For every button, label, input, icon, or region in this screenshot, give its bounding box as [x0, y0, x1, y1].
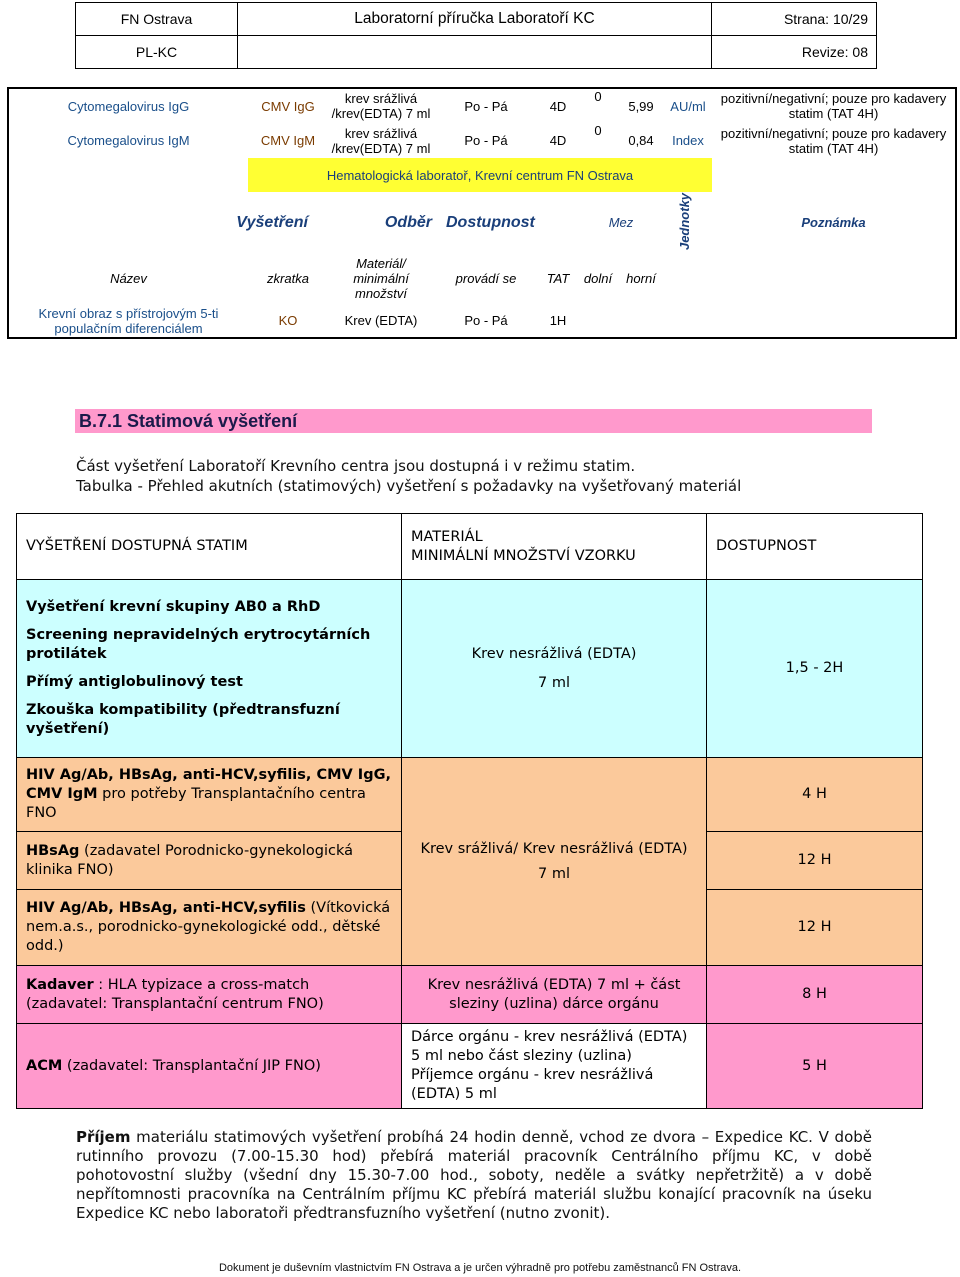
exam-material: krev srážlivá /krev(EDTA) 7 ml: [331, 91, 431, 121]
orange-item-bold: HBsAg: [26, 842, 80, 859]
pink-availability: 5 H: [707, 1024, 923, 1109]
hema-row-material: Krev (EDTA): [344, 313, 418, 328]
cmv-row: [8, 123, 956, 158]
orange-item-text: pro potřeby Transplantačního centra FNO: [26, 786, 366, 821]
table-caption: Tabulka - Přehled akutních (statimových) vyšetření s požadavky na vyšetřovaný materiál: [76, 477, 742, 495]
pink-item-text: : HLA typizace a cross-match (zadavatel: Transplantační centrum FNO): [26, 976, 324, 1012]
cyan-amount: 7 ml: [538, 674, 570, 691]
orange-item-bold: HIV Ag/Ab, HBsAg, anti-HCV,syfilis, CMV IgG, CMV IgM: [26, 767, 391, 802]
header-title: Laboratorní příručka Laboratoří KC: [238, 3, 712, 36]
closing-paragraph: [76, 1128, 872, 1223]
orange-material: Krev srážlivá/ Krev nesrážlivá (EDTA): [420, 840, 688, 857]
pink-availability: 8 H: [707, 966, 923, 1024]
document-header: [75, 2, 877, 69]
col-limit: Mez: [608, 214, 634, 230]
header-page: Strana: 10/29: [712, 3, 877, 36]
hematology-section-title: Hematologická laboratoř, Krevní centrum FN Ostrava: [248, 158, 712, 192]
col-material: MATERIÁL: [411, 528, 483, 545]
orange-availability: 4 H: [707, 758, 923, 832]
orange-item-text: (Vítkovická nem.a.s., porodnicko-gynekologické odd., dětské odd.): [26, 900, 391, 954]
col-sampling: Odběr: [384, 213, 432, 231]
exam-unit: AU/ml: [670, 98, 706, 114]
hema-row-name: Krevní obraz s přístrojovým 5-ti populačním diferenciálem: [38, 305, 219, 336]
col-units: Jednotky: [677, 192, 693, 251]
hema-row-tat: 1H: [549, 313, 567, 328]
orange-availability: 12 H: [707, 890, 923, 966]
header-code: PL-KC: [76, 36, 238, 69]
orange-item-text: (zadavatel Porodnicko-gynekologická klinika FNO): [26, 842, 354, 878]
cyan-availability: 1,5 - 2H: [707, 580, 923, 758]
sub-material: Materiál/ minimální množství: [353, 255, 409, 301]
orange-item-bold: HIV Ag/Ab, HBsAg, anti-HCV,syfilis: [26, 900, 306, 916]
hema-row-abbr: KO: [278, 313, 298, 328]
header-org: FN Ostrava: [76, 3, 238, 36]
exam-low: 0: [594, 89, 602, 104]
exam-name: Cytomegalovirus IgG: [67, 98, 190, 114]
section-intro: Část vyšetření Laboratoří Krevního centra jsou dostupná i v režimu statim.: [76, 457, 636, 475]
closing-lead: Příjem: [76, 1128, 131, 1146]
exam-high: 5,99: [628, 98, 654, 114]
exam-low: 0: [594, 123, 602, 138]
orange-amount: 7 ml: [538, 865, 570, 882]
sub-provides: provádí se: [455, 270, 517, 286]
list-item: Vyšetření krevní skupiny AB0 a RhD: [26, 599, 321, 615]
col-statim-exams: VYŠETŘENÍ DOSTUPNÁ STATIM: [17, 514, 402, 580]
sub-tat: TAT: [546, 270, 570, 286]
list-item: Zkouška kompatibility (předtransfuzní vyšetření): [26, 702, 340, 737]
orange-availability: 12 H: [707, 832, 923, 890]
footer: Dokument je duševním vlastnictvím FN Ostrava a je určen výhradně pro potřebu zaměstnanců FN Ostrava.: [218, 1262, 742, 1274]
exam-high: 0,84: [628, 133, 654, 148]
list-item: Screening nepravidelných erytrocytárních protilátek: [26, 627, 371, 662]
exam-name: Cytomegalovirus IgM: [67, 133, 190, 148]
list-item: Přímý antiglobulinový test: [26, 674, 243, 690]
exam-tat: 4D: [549, 98, 567, 114]
exam-abbr: CMV IgG: [261, 98, 315, 114]
pink-material: Dárce orgánu - krev nesrážlivá (EDTA) 5 ml nebo část sleziny (uzlina) Příjemce orgánu - krev nesrážlivá (EDTA) 5 ml: [402, 1024, 707, 1109]
statim-table: [16, 513, 923, 1109]
col-availability: Dostupnost: [446, 213, 535, 231]
exam-material: krev srážlivá /krev(EDTA) 7 ml: [331, 125, 431, 156]
closing-text: materiálu statimových vyšetření probíhá 24 hodin denně, vchod ze dvora – Expedice KC. V době rutinního provozu (7.00-15.30 hod) přebírá materiál pracovník Centrálního příjmu KC, v době pohotovostní služby (všední dny 15.30-7.00 hod., soboty, neděle a svátky nepřetržitě) a v době nepřítomnosti pracovníka na Centrálním příjmu KC přebírá materiál službu konající pracovník na úseku Expedice KC nebo laboratoři předtransfuzního vyšetření (nutno zvonit).: [76, 1128, 872, 1222]
col-exam: Vyšetření: [236, 213, 308, 231]
pink-item-bold: Kadaver: [26, 976, 94, 993]
cyan-material: Krev nesrážlivá (EDTA): [471, 645, 637, 662]
exam-abbr: CMV IgM: [260, 133, 316, 148]
sub-low: dolní: [583, 270, 613, 286]
header-revision: Revize: 08: [712, 36, 877, 69]
col-note: Poznámka: [801, 214, 866, 230]
exam-unit: Index: [672, 133, 704, 148]
section-heading: B.7.1 Statimová vyšetření: [75, 409, 872, 433]
lab-table: [7, 87, 957, 339]
pink-material: Krev nesrážlivá (EDTA) 7 ml + část sleziny (uzlina) dárce orgánu: [402, 966, 707, 1024]
pink-item-bold: ACM: [26, 1057, 63, 1074]
exam-provides: Po - Pá: [464, 98, 508, 114]
col-availability: DOSTUPNOST: [707, 514, 923, 580]
col-min-amount: MINIMÁLNÍ MNOŽSTVÍ VZORKU: [411, 547, 636, 564]
sub-name: Název: [110, 270, 147, 286]
exam-tat: 4D: [549, 133, 567, 148]
sub-high: horní: [626, 270, 656, 286]
exam-provides: Po - Pá: [464, 133, 508, 148]
exam-note: pozitivní/negativní; pouze pro kadavery statim (TAT 4H): [720, 91, 947, 121]
hema-row-provides: Po - Pá: [464, 313, 508, 328]
sub-abbr: zkratka: [267, 270, 309, 286]
cmv-row: [8, 88, 956, 123]
exam-note: pozitivní/negativní; pouze pro kadavery statim (TAT 4H): [720, 125, 947, 156]
pink-item-text: (zadavatel: Transplantační JIP FNO): [62, 1057, 321, 1074]
